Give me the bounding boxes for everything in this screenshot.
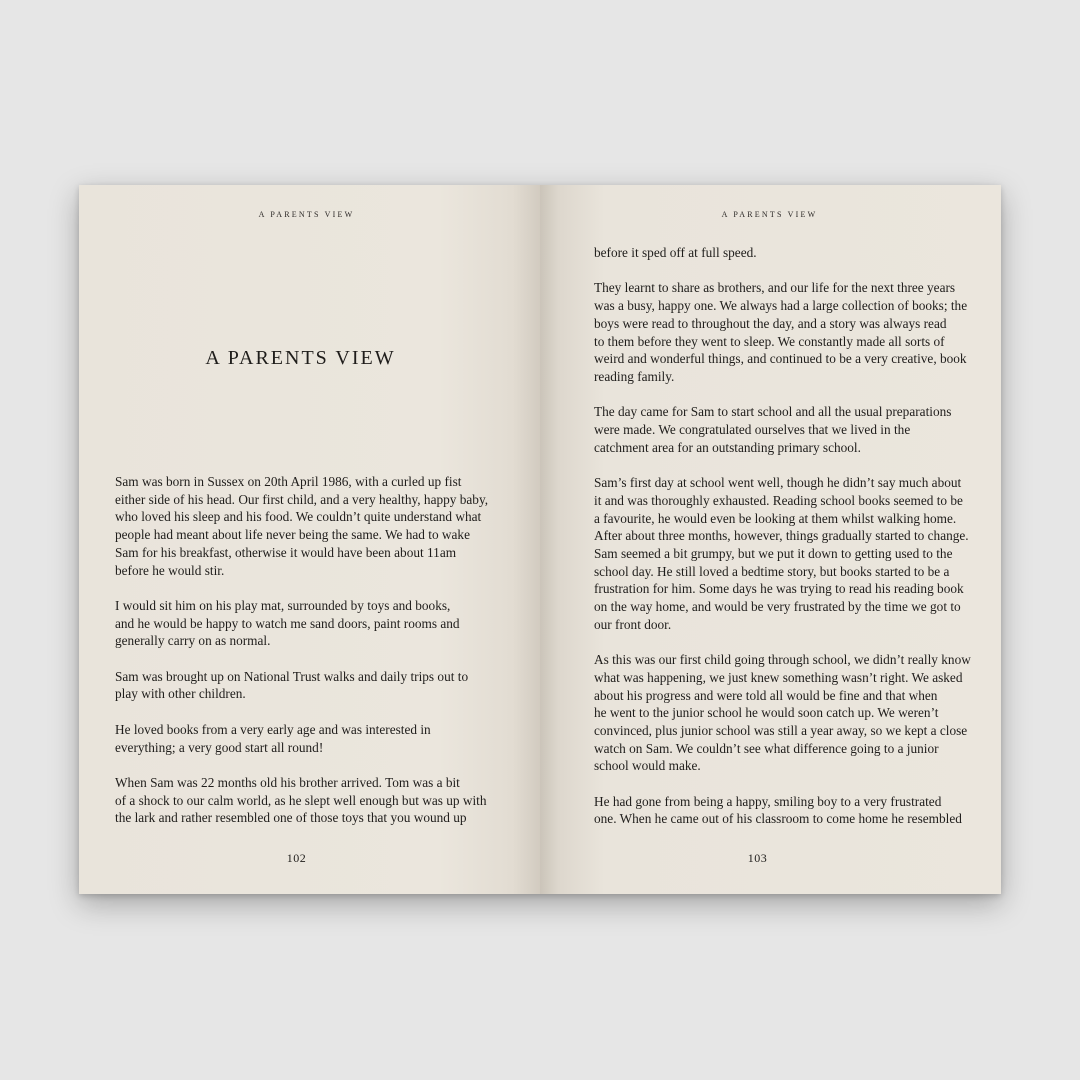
text-line: a favourite, he would even be looking at them whilst walking home. <box>594 510 957 526</box>
text-line: were made. We congratulated ourselves that we lived in the <box>594 422 911 437</box>
text-line: As this was our first child going through school, we didn’t really know <box>594 652 971 668</box>
text-line: before it sped off at full speed. <box>594 245 757 260</box>
text-line: After about three months, however, things gradually started to change. <box>594 528 969 544</box>
text-line: school would make. <box>594 758 701 774</box>
text-line: to them before they went to sleep. We constantly made all sorts of <box>594 333 945 349</box>
text-line: he went to the junior school he would soon catch up. We weren’t <box>594 705 939 721</box>
text-line: Sam for his breakfast, otherwise it would have been about 11am <box>115 544 457 560</box>
text-line: either side of his head. Our first child, and a very healthy, happy baby, <box>115 491 489 507</box>
page-number: 103 <box>747 851 768 865</box>
text-line: it and was thoroughly exhausted. Reading school books seemed to be <box>594 492 963 508</box>
body-text <box>594 244 999 846</box>
text-line: school day. He still loved a bedtime story, but books started to be a <box>594 563 950 579</box>
paragraph <box>594 651 999 775</box>
text-line: watch on Sam. We couldn’t see what difference going to a junior <box>594 740 939 756</box>
body-text <box>115 473 515 845</box>
text-line: who loved his sleep and his food. We couldn’t quite understand what <box>115 509 482 525</box>
text-line: people had meant about life never being the same. We had to wake <box>115 527 470 543</box>
paragraph <box>594 793 999 828</box>
running-head: A PARENTS VIEW <box>258 210 355 219</box>
chapter-title: A PARENTS VIEW <box>205 347 396 369</box>
right-page <box>540 185 1001 894</box>
text-line: generally carry on as normal. <box>115 633 271 649</box>
text-line: convinced, plus junior school was still a year away, so we kept a close <box>594 722 968 738</box>
text-line: was a busy, happy one. We always had a large collection of books; the <box>594 298 968 314</box>
text-line: weird and wonderful things, and continued to be a very creative, book <box>594 351 967 367</box>
left-page <box>79 185 540 894</box>
text-line: our front door. <box>594 616 672 632</box>
text-line: He loved books from a very early age and was interested in <box>115 721 431 737</box>
text-line: one. When he came out of his classroom to come home he resembled <box>594 811 962 827</box>
paragraph <box>594 403 999 456</box>
text-line: reading family. <box>594 368 675 384</box>
text-line: about his progress and were told all would be fine and that when <box>594 687 938 703</box>
paragraph <box>115 597 515 650</box>
text-line: boys were read to throughout the day, and a story was always read <box>594 315 947 331</box>
paragraph <box>115 473 515 579</box>
text-line: When Sam was 22 months old his brother arrived. Tom was a bit <box>115 774 460 790</box>
text-line: what was happening, we just knew something wasn’t right. We asked <box>594 669 963 685</box>
text-line: I would sit him on his play mat, surrounded by toys and books, <box>115 597 451 613</box>
paragraph <box>594 244 999 262</box>
text-line: They learnt to share as brothers, and our life for the next three years <box>594 280 956 296</box>
text-line: Sam seemed a bit grumpy, but we put it down to getting used to the <box>594 545 953 561</box>
text-line: He had gone from being a happy, smiling boy to a very frustrated <box>594 793 942 809</box>
text-line: the lark and rather resembled one of those toys that you wound up <box>115 810 467 826</box>
paragraph <box>594 279 999 385</box>
text-line: frustration for him. Some days he was trying to read his reading book <box>594 581 964 597</box>
page-number: 102 <box>286 851 307 865</box>
paragraph <box>115 721 515 756</box>
paragraph <box>594 474 999 633</box>
text-line: before he would stir. <box>115 562 225 578</box>
text-line: of a shock to our calm world, as he slept well enough but was up with <box>115 792 487 808</box>
text-line: catchment area for an outstanding primary school. <box>594 439 861 455</box>
text-line: Sam’s first day at school went well, though he didn’t say much about <box>594 475 962 491</box>
text-line: Sam was brought up on National Trust walks and daily trips out to <box>115 668 469 684</box>
text-line: and he would be happy to watch me sand doors, paint rooms and <box>115 615 460 631</box>
text-line: The day came for Sam to start school and all the usual preparations <box>594 404 952 420</box>
text-line: Sam was born in Sussex on 20th April 1986, with a curled up fist <box>115 474 462 489</box>
text-line: play with other children. <box>115 686 246 702</box>
text-line: everything; a very good start all round! <box>115 739 324 755</box>
running-head: A PARENTS VIEW <box>721 210 818 219</box>
text-line: on the way home, and would be very frustrated by the time we got to <box>594 599 961 615</box>
open-book-spread <box>79 185 1001 894</box>
paragraph <box>115 774 515 827</box>
paragraph <box>115 668 515 703</box>
